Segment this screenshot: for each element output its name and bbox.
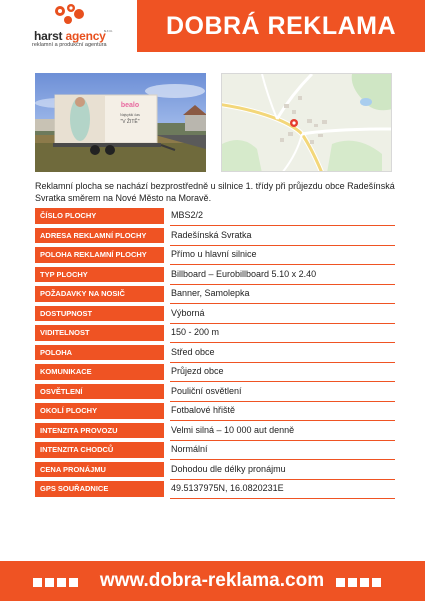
detail-value: 49.5137975N, 16.0820231E: [171, 483, 284, 493]
website-link[interactable]: www.dobra-reklama.com: [99, 570, 325, 591]
billboard-tagline-2: "V ŽITĚ": [120, 119, 140, 125]
page-title: DOBRÁ REKLAMA: [165, 11, 397, 40]
billboard-photo-illustration: [35, 73, 206, 172]
detail-value: Pouliční osvětlení: [171, 385, 242, 396]
detail-row: [35, 479, 395, 499]
detail-value: Přímo u hlavní silnice: [171, 249, 257, 259]
footer-squares-right: [336, 578, 381, 587]
detail-value: Banner, Samolepka: [171, 288, 250, 298]
billboard-tagline-1: Najvyšší čas: [120, 113, 140, 117]
detail-row: [35, 440, 395, 460]
brand-tagline: reklamní a produkční agentura: [32, 42, 107, 48]
square-icon: [33, 578, 42, 587]
detail-value: 150 - 200 m: [171, 327, 220, 337]
detail-label: ČÍSLO PLOCHY: [35, 208, 164, 224]
location-description: Reklamní plocha se nachází bezprostředně u silnice 1. třídy při průjezdu obce Radešínská Svratka směrem na Nové Město na Moravě.: [35, 181, 395, 203]
detail-row: [35, 245, 395, 265]
detail-label: INTENZITA CHODCŮ: [35, 442, 164, 458]
detail-row: [35, 206, 395, 226]
detail-label: POLOHA: [35, 345, 164, 361]
billboard-brand: bealo: [120, 102, 140, 109]
footer: [0, 561, 425, 601]
detail-row: [35, 382, 395, 402]
detail-row: [35, 323, 395, 343]
detail-label: GPS SOUŘADNICE: [35, 481, 164, 497]
details-table: [35, 206, 395, 499]
detail-label: TYP PLOCHY: [35, 267, 164, 283]
detail-value: Radešínská Svratka: [171, 229, 252, 240]
detail-value: Výborná: [171, 307, 205, 318]
square-icon: [360, 578, 369, 587]
detail-value: Střed obce: [171, 346, 215, 357]
detail-label: DOSTUPNOST: [35, 306, 164, 322]
detail-row: [35, 421, 395, 441]
detail-label: INTENZITA PROVOZU: [35, 423, 164, 439]
square-icon: [69, 578, 78, 587]
detail-row: [35, 304, 395, 324]
detail-label: OSVĚTLENÍ: [35, 384, 164, 400]
detail-value: Dohodou dle délky pronájmu: [171, 463, 286, 474]
detail-label: KOMUNIKACE: [35, 364, 164, 380]
logo-mark-icon: [52, 2, 86, 28]
square-icon: [45, 578, 54, 587]
billboard-photo: [35, 73, 206, 172]
detail-value: Velmi silná – 10 000 aut denně: [171, 424, 295, 435]
detail-value: Fotbalové hřiště: [171, 405, 236, 415]
detail-label: ADRESA REKLAMNÍ PLOCHY: [35, 228, 164, 244]
brand-suffix: s.r.o.: [104, 28, 113, 33]
detail-row: [35, 226, 395, 246]
square-icon: [57, 578, 66, 587]
detail-row: [35, 284, 395, 304]
detail-value: MBS2/2: [171, 210, 204, 220]
footer-squares-left: [33, 578, 78, 587]
detail-row: [35, 343, 395, 363]
brand-name: harst agency: [34, 29, 106, 43]
detail-label: POŽADAVKY NA NOSIČ: [35, 286, 164, 302]
detail-value: Billboard – Eurobillboard 5.10 x 2.40: [171, 268, 317, 279]
detail-label: OKOLÍ PLOCHY: [35, 403, 164, 419]
square-icon: [336, 578, 345, 587]
title-banner: [137, 0, 425, 52]
map-illustration: [222, 74, 392, 172]
square-icon: [372, 578, 381, 587]
detail-label: CENA PRONÁJMU: [35, 462, 164, 478]
detail-value: Normální: [171, 444, 208, 454]
location-map[interactable]: [221, 73, 392, 172]
detail-row: [35, 460, 395, 480]
detail-value: Průjezd obce: [171, 366, 224, 376]
header: [0, 0, 425, 52]
detail-row: [35, 362, 395, 382]
detail-label: POLOHA REKLAMNÍ PLOCHY: [35, 247, 164, 263]
detail-row: [35, 265, 395, 285]
brand-logo[interactable]: [0, 0, 137, 52]
square-icon: [348, 578, 357, 587]
detail-row: [35, 401, 395, 421]
row-divider: [170, 498, 395, 499]
detail-label: VIDITELNOST: [35, 325, 164, 341]
